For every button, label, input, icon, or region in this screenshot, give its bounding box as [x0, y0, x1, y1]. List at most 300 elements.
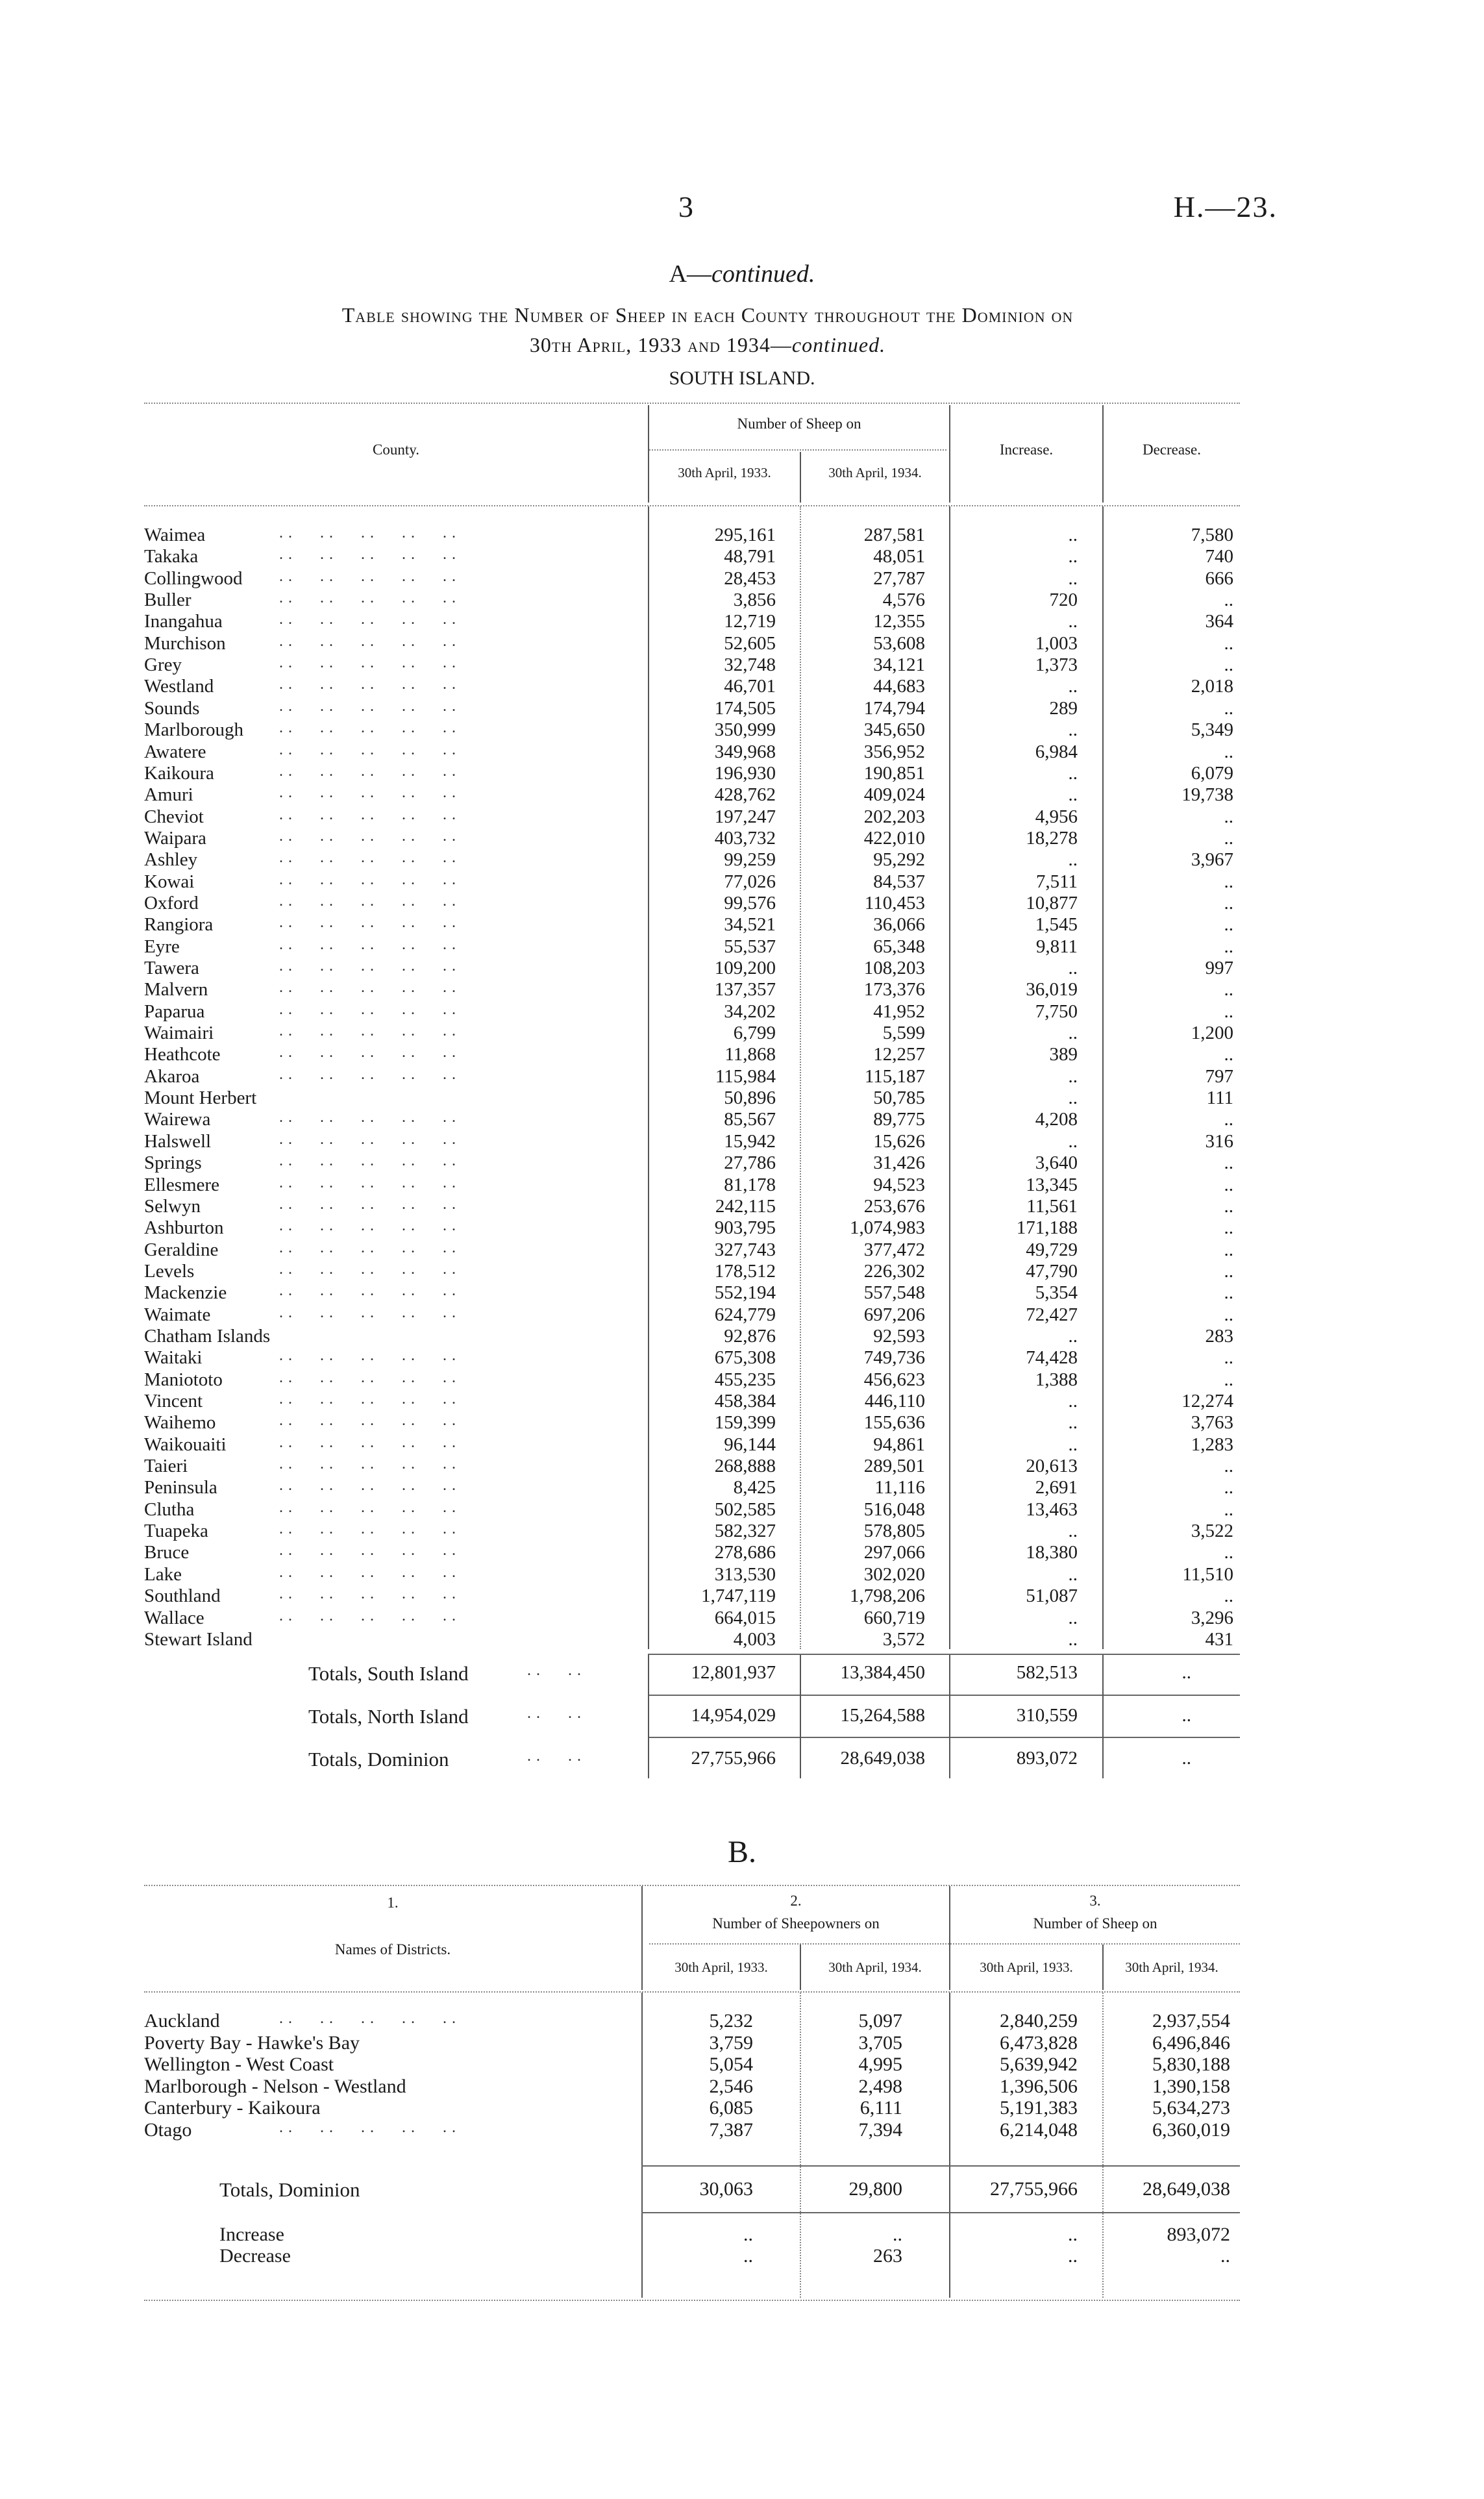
- owners-1933: 2,546: [709, 2075, 753, 2097]
- county-name: Waikouaiti: [144, 1434, 227, 1455]
- decrease-value: ..: [1224, 1174, 1233, 1195]
- sheep-1934: 4,576: [882, 590, 925, 611]
- decrease-value: 5,349: [1191, 719, 1233, 741]
- decrease-value: ..: [1224, 590, 1233, 611]
- county-name: Bruce: [144, 1542, 190, 1563]
- decrease-value: 316: [1205, 1130, 1233, 1152]
- increase-value: 389: [1049, 1044, 1078, 1065]
- decrease-value: ..: [1224, 1347, 1233, 1369]
- owners-1933: 30,063: [699, 2178, 753, 2200]
- decrease-value: ..: [1224, 1152, 1233, 1174]
- sheep-1934: 202,203: [863, 806, 925, 827]
- sheep-1933: 1,396,506: [1000, 2075, 1078, 2097]
- decrease-value: 12,274: [1181, 1391, 1233, 1411]
- increase-value: 18,278: [1026, 827, 1078, 849]
- leader-dots: . . . . . . . . . .: [279, 1563, 456, 1581]
- leader-dots: . . . . . . . . . .: [279, 1130, 456, 1148]
- county-name: Tawera: [144, 958, 199, 978]
- leader-dots: . . . . . . . . . .: [279, 1369, 456, 1386]
- sheep-1933: 6,473,828: [1000, 2032, 1078, 2054]
- increase-value: 10,877: [1026, 892, 1078, 914]
- county-name: Wairewa: [144, 1109, 211, 1130]
- county-name: Cheviot: [144, 806, 204, 827]
- sheep-1934: 1,390,158: [1152, 2075, 1230, 2097]
- leader-dots: . . . . . . . . . .: [279, 546, 456, 564]
- leader-dots: . . . . . . . . . .: [279, 892, 456, 910]
- leader-dots: . . . . . . . . . .: [279, 806, 456, 823]
- district-name: Marlborough - Nelson - Westland: [144, 2075, 406, 2097]
- leader-dots: . . . . . . . . . .: [279, 979, 456, 997]
- district-name: Otago: [144, 2119, 192, 2141]
- sheep-1933: 624,779: [714, 1304, 776, 1325]
- increase-value: 7,511: [1035, 871, 1078, 892]
- county-name: Geraldine: [144, 1239, 219, 1260]
- increase-value: ..: [1068, 1628, 1078, 1650]
- increase-value: 51,087: [1026, 1585, 1078, 1607]
- sheep-1933: 403,732: [714, 827, 776, 849]
- district-name: Poverty Bay - Hawke's Bay: [144, 2032, 360, 2054]
- county-name: Wallace: [144, 1607, 204, 1628]
- leader-dots: . . . .: [527, 1705, 582, 1722]
- increase-value: ..: [1068, 1023, 1078, 1044]
- leader-dots: . . . . . . . . . .: [279, 1109, 456, 1126]
- leader-dots: . . . . . . . . . .: [279, 784, 456, 802]
- increase-value: ..: [1068, 1391, 1078, 1411]
- sheep-1934: 1,074,983: [850, 1217, 925, 1239]
- sheep-1934: 34,121: [873, 654, 925, 676]
- section-heading: SOUTH ISLAND.: [669, 367, 815, 389]
- sheep-1934: 44,683: [873, 676, 925, 697]
- increase-value: ..: [1068, 1088, 1078, 1109]
- decrease-value: ..: [1224, 1542, 1233, 1563]
- county-name: Ashburton: [144, 1217, 224, 1239]
- leader-dots: . . . . . . . . . .: [279, 567, 456, 585]
- sheep-1934: 6,360,019: [1152, 2119, 1230, 2141]
- increase-value: 72,427: [1026, 1304, 1078, 1325]
- increase-value: 6,984: [1035, 741, 1078, 762]
- leader-dots: . . . . . . . . . .: [279, 1607, 456, 1624]
- increase-value: 36,019: [1026, 979, 1078, 1001]
- leader-dots: . . . . . . . . . .: [279, 1434, 456, 1451]
- decrease-value: 3,522: [1191, 1521, 1233, 1542]
- decrease-value: ..: [1224, 632, 1233, 654]
- owners-1934: 29,800: [848, 2178, 902, 2200]
- sheep-1934: 749,736: [863, 1347, 925, 1369]
- leader-dots: . . . . . . . . . .: [279, 1477, 456, 1495]
- sheep-1934: 53,608: [873, 632, 925, 654]
- leader-dots: . . . . . . . . . .: [279, 2119, 456, 2136]
- decrease-value: ..: [1224, 697, 1233, 719]
- increase-value: 11,561: [1026, 1195, 1078, 1217]
- increase-value: ..: [1068, 1434, 1078, 1455]
- sheep-1934: 48,051: [873, 546, 925, 567]
- county-name: Inangahua: [144, 611, 223, 632]
- increase-value: 1,003: [1035, 632, 1078, 654]
- leader-dots: . . . . . . . . . .: [279, 697, 456, 715]
- leader-dots: . . . . . . . . . .: [279, 827, 456, 845]
- section-b-heading: B.: [727, 1835, 756, 1869]
- sheep-1934: 155,636: [863, 1412, 925, 1434]
- owners-1934: 3,705: [858, 2032, 902, 2054]
- sheep-1933: 295,161: [714, 525, 776, 545]
- increase-value: ..: [1068, 719, 1078, 741]
- decrease-value: ..: [1224, 1109, 1233, 1130]
- county-name: Grey: [144, 654, 182, 676]
- leader-dots: . . . . . . . . . .: [279, 590, 456, 607]
- header-sheepowners: Number of Sheepowners on: [712, 1915, 880, 1932]
- county-name: Paparua: [144, 1001, 205, 1022]
- increase-value: ..: [1068, 1065, 1078, 1087]
- sheep-1933: ..: [1068, 2224, 1078, 2245]
- decrease-value: ..: [1224, 1369, 1233, 1390]
- leader-dots: . . . . . . . . . .: [279, 525, 456, 541]
- sheep-1933: 109,200: [714, 958, 776, 978]
- leader-dots: . . . . . . . . . .: [279, 1282, 456, 1300]
- decrease-value: ..: [1224, 1477, 1233, 1498]
- sheep-1934: 297,066: [863, 1542, 925, 1563]
- sheep-1933: 48,791: [724, 546, 776, 567]
- county-name: Amuri: [144, 784, 193, 806]
- increase-value: ..: [1068, 611, 1078, 632]
- decrease-value: 1,283: [1191, 1434, 1233, 1455]
- decrease-value: 2,018: [1191, 676, 1233, 697]
- sheep-1933: 268,888: [714, 1456, 776, 1477]
- increase-value: 13,345: [1026, 1174, 1078, 1195]
- increase-value: ..: [1068, 546, 1078, 567]
- subtitle: A—continued.: [669, 260, 815, 288]
- leader-dots: . . . . . . . . . .: [279, 1044, 456, 1062]
- increase-value: 74,428: [1026, 1347, 1078, 1369]
- sheep-1934: 5,634,273: [1152, 2097, 1230, 2119]
- leader-dots: . . . . . . . . . .: [279, 1585, 456, 1603]
- sheep-1934: 28,649,038: [1143, 2178, 1230, 2200]
- sheep-1934: 5,599: [882, 1023, 925, 1044]
- owners-1933: 6,085: [709, 2097, 753, 2119]
- increase-value: ..: [1068, 1607, 1078, 1628]
- sheep-1934: 13,384,450: [840, 1662, 925, 1683]
- leader-dots: . . . . . . . . . .: [279, 1456, 456, 1473]
- decrease-value: ..: [1181, 1705, 1191, 1726]
- sheep-1934: 94,861: [873, 1434, 925, 1455]
- sheep-1934: 115,187: [864, 1065, 925, 1087]
- leader-dots: . . . . . . . . . .: [279, 849, 456, 867]
- leader-dots: . . . . . . . . . .: [279, 1174, 456, 1191]
- sheep-1934: 697,206: [863, 1304, 925, 1325]
- county-name: Lake: [144, 1563, 182, 1585]
- header-col3-num: 3.: [1089, 1893, 1101, 1909]
- decrease-value: ..: [1224, 806, 1233, 827]
- decrease-value: ..: [1224, 1044, 1233, 1065]
- sheep-1933: 278,686: [714, 1542, 776, 1563]
- header-increase: Increase.: [999, 441, 1054, 458]
- county-name: Ellesmere: [144, 1174, 219, 1195]
- sheep-1933: 96,144: [724, 1434, 776, 1455]
- sheep-1934: 302,020: [863, 1563, 925, 1585]
- decrease-value: ..: [1224, 1239, 1233, 1260]
- leader-dots: . . . . . . . . . .: [279, 1023, 456, 1040]
- increase-value: 7,750: [1035, 1001, 1078, 1022]
- sheep-1934: 50,785: [873, 1088, 925, 1109]
- sheep-1933: 6,799: [733, 1023, 776, 1044]
- decrease-value: 7,580: [1191, 525, 1233, 545]
- totals-label: Totals, Dominion: [308, 1748, 449, 1771]
- sheep-1933: 34,521: [724, 914, 776, 936]
- increase-value: ..: [1068, 1563, 1078, 1585]
- header-sheep-1934: 30th April, 1934.: [1125, 1959, 1218, 1975]
- leader-dots: . . . . . . . . . .: [279, 1347, 456, 1365]
- leader-dots: . . . . . . . . . .: [279, 1498, 456, 1516]
- decrease-value: 283: [1205, 1325, 1233, 1347]
- owners-1933: ..: [743, 2245, 753, 2267]
- leader-dots: . . . . . . . . . .: [279, 654, 456, 672]
- increase-value: 1,545: [1035, 914, 1078, 936]
- county-name: Rangiora: [144, 914, 214, 936]
- decrease-value: 797: [1205, 1065, 1233, 1087]
- increase-value: ..: [1068, 1412, 1078, 1434]
- increase-value: 582,513: [1016, 1662, 1078, 1683]
- sheep-1933: 313,530: [714, 1563, 776, 1585]
- increase-value: 310,559: [1016, 1705, 1078, 1726]
- county-name: Collingwood: [144, 567, 243, 589]
- county-name: Mount Herbert: [144, 1088, 257, 1109]
- county-name: Clutha: [144, 1498, 195, 1520]
- sheep-1933: ..: [1068, 2245, 1078, 2267]
- sheep-1934: 84,537: [873, 871, 925, 892]
- decrease-value: 111: [1206, 1088, 1233, 1109]
- owners-1934: 263: [873, 2245, 902, 2267]
- page-number: 3: [678, 190, 693, 223]
- increase-value: 289: [1049, 697, 1078, 719]
- owners-1933: 5,054: [709, 2054, 753, 2075]
- sheep-1934: 31,426: [873, 1152, 925, 1174]
- sheep-1934: 92,593: [873, 1325, 925, 1347]
- sheep-1933: 115,984: [715, 1065, 776, 1087]
- sheep-1934: 422,010: [863, 827, 925, 849]
- increase-value: 1,373: [1035, 654, 1078, 676]
- leader-dots: . . . . . . . . . .: [279, 1239, 456, 1256]
- county-name: Malvern: [144, 979, 208, 1001]
- decrease-value: ..: [1224, 654, 1233, 676]
- sheep-1933: 55,537: [724, 936, 776, 957]
- sheep-1934: 6,496,846: [1152, 2032, 1230, 2054]
- increase-value: 720: [1049, 590, 1078, 611]
- sheep-1933: 196,930: [714, 762, 776, 784]
- leader-dots: . . . . . . . . . .: [279, 719, 456, 737]
- county-name: Selwyn: [144, 1195, 201, 1217]
- decrease-value: 11,510: [1182, 1563, 1233, 1585]
- sheep-1933: 92,876: [724, 1325, 776, 1347]
- county-name: Taieri: [144, 1456, 188, 1477]
- county-name: Marlborough: [144, 719, 244, 741]
- leader-dots: . . . . . . . . . .: [279, 632, 456, 650]
- header-number-of-sheep: Number of Sheep on: [737, 416, 861, 432]
- sheep-1933: 5,191,383: [1000, 2097, 1078, 2119]
- increase-value: 5,354: [1035, 1282, 1078, 1304]
- county-name: Tuapeka: [144, 1521, 208, 1542]
- county-name: Waihemo: [144, 1412, 216, 1434]
- county-name: Kowai: [144, 871, 195, 892]
- leader-dots: . . . . . . . . . .: [279, 1304, 456, 1321]
- sheep-1934: 27,787: [873, 567, 925, 589]
- county-name: Mackenzie: [144, 1282, 227, 1304]
- county-name: Waimate: [144, 1304, 211, 1325]
- owners-1933: 5,232: [709, 2010, 753, 2032]
- county-name: Takaka: [144, 546, 199, 567]
- totals-label: Totals, South Island: [308, 1662, 469, 1685]
- increase-value: 2,691: [1035, 1477, 1078, 1498]
- owners-1934: 5,097: [858, 2010, 902, 2032]
- sheep-1933: 197,247: [714, 806, 776, 827]
- owners-1934: 4,995: [858, 2054, 902, 2075]
- sheep-1933: 174,505: [714, 697, 776, 719]
- leader-dots: . . . . . . . . . .: [279, 1065, 456, 1083]
- leader-dots: . . . . . . . . . .: [279, 1001, 456, 1018]
- header-col1-num: 1.: [387, 1895, 399, 1911]
- leader-dots: . . . . . . . . . .: [279, 871, 456, 888]
- table-title: Table showing the Number of Sheep in each County throughout the Dominion on 30th April, 1933 and 1934—continued.: [341, 303, 1074, 356]
- leader-dots: . . . . . . . . . .: [279, 611, 456, 628]
- sheep-1933: 327,743: [714, 1239, 776, 1260]
- leader-dots: . . . . . . . . . .: [279, 936, 456, 953]
- decrease-value: ..: [1224, 1217, 1233, 1239]
- increase-value: ..: [1068, 849, 1078, 871]
- sheep-1933: 12,719: [724, 611, 776, 632]
- sheep-1933: 137,357: [714, 979, 776, 1001]
- county-name: Heathcote: [144, 1044, 221, 1065]
- decrease-value: ..: [1224, 892, 1233, 914]
- sheep-1934: 289,501: [863, 1456, 925, 1477]
- sheep-1934: 15,626: [873, 1130, 925, 1152]
- county-name: Ashley: [144, 849, 198, 871]
- decrease-value: ..: [1224, 1001, 1233, 1022]
- sheep-1934: 446,110: [864, 1391, 925, 1411]
- sheep-1934: 287,581: [863, 525, 925, 545]
- sheep-1933: 14,954,029: [691, 1705, 776, 1726]
- sheep-1933: 34,202: [724, 1001, 776, 1022]
- county-name: Oxford: [144, 892, 199, 914]
- header-col2-num: 2.: [790, 1893, 802, 1909]
- county-name: Murchison: [144, 632, 226, 654]
- county-name: Waitaki: [144, 1347, 203, 1369]
- increase-value: ..: [1068, 784, 1078, 806]
- owners-1933: ..: [743, 2224, 753, 2245]
- sheep-1933: 1,747,119: [701, 1585, 776, 1607]
- sheep-1933: 81,178: [724, 1174, 776, 1195]
- sheep-1934: 12,355: [873, 611, 925, 632]
- sheep-1933: 52,605: [724, 632, 776, 654]
- sheep-1933: 27,755,966: [990, 2178, 1078, 2200]
- leader-dots: . . . . . . . . . .: [279, 1521, 456, 1538]
- increase-value: 18,380: [1026, 1542, 1078, 1563]
- owners-1934: 6,111: [859, 2097, 902, 2119]
- decrease-value: 666: [1205, 567, 1233, 589]
- sheep-1934: 36,066: [873, 914, 925, 936]
- county-name: Peninsula: [144, 1477, 217, 1498]
- leader-dots: . . . . . . . . . .: [279, 914, 456, 932]
- decrease-value: 364: [1205, 611, 1233, 632]
- sheep-1933: 8,425: [733, 1477, 776, 1498]
- increase-value: ..: [1068, 1130, 1078, 1152]
- decrease-value: ..: [1224, 936, 1233, 957]
- sheep-1934: 174,794: [863, 697, 925, 719]
- header-sheep-1933: 30th April, 1933.: [980, 1959, 1073, 1975]
- sheep-1934: 89,775: [873, 1109, 925, 1130]
- header-county: County.: [373, 441, 419, 458]
- sheep-1934: 12,257: [873, 1044, 925, 1065]
- sheep-1933: 502,585: [714, 1498, 776, 1520]
- leader-dots: . . . . . . . . . .: [279, 1391, 456, 1408]
- county-name: Eyre: [144, 936, 180, 957]
- leader-dots: . . . .: [527, 1662, 582, 1679]
- sheep-1933: 28,453: [724, 567, 776, 589]
- sheep-1933: 11,868: [724, 1044, 776, 1065]
- sheep-1934: 377,472: [863, 1239, 925, 1260]
- sheep-1933: 582,327: [714, 1521, 776, 1542]
- increase-value: ..: [1068, 1521, 1078, 1542]
- sheep-1933: 2,840,259: [1000, 2010, 1078, 2032]
- sheep-1933: 350,999: [714, 719, 776, 741]
- sheep-1933: 159,399: [714, 1412, 776, 1434]
- decrease-value: ..: [1224, 1282, 1233, 1304]
- sheep-1934: 190,851: [863, 762, 925, 784]
- sheep-1934: 3,572: [882, 1628, 925, 1650]
- county-name: Awatere: [144, 741, 206, 762]
- sheep-1934: 226,302: [863, 1260, 925, 1282]
- county-name: Springs: [144, 1152, 202, 1174]
- county-name: Waipara: [144, 827, 206, 849]
- sheep-1933: 32,748: [724, 654, 776, 676]
- sheep-1933: 675,308: [714, 1347, 776, 1369]
- owners-1934: 2,498: [858, 2075, 902, 2097]
- leader-dots: . . . . . . . . . .: [279, 1542, 456, 1560]
- sheep-1934: 893,072: [1167, 2224, 1230, 2245]
- sheep-1934: 95,292: [873, 849, 925, 871]
- sheep-1933: 5,639,942: [1000, 2054, 1078, 2075]
- leader-dots: . . . . . . . . . .: [279, 1195, 456, 1213]
- increase-value: ..: [1068, 567, 1078, 589]
- increase-value: 3,640: [1035, 1152, 1078, 1174]
- sheep-1933: 458,384: [714, 1391, 776, 1411]
- increase-value: 4,956: [1035, 806, 1078, 827]
- decrease-value: 3,296: [1191, 1607, 1233, 1628]
- sheep-1934: 356,952: [863, 741, 925, 762]
- sheep-1933: 903,795: [714, 1217, 776, 1239]
- increase-value: ..: [1068, 762, 1078, 784]
- decrease-value: ..: [1181, 1662, 1191, 1683]
- sheep-1933: 4,003: [733, 1628, 776, 1650]
- county-name: Waimea: [144, 525, 206, 545]
- increase-value: 9,811: [1035, 936, 1078, 957]
- decrease-value: ..: [1224, 871, 1233, 892]
- decrease-value: 431: [1205, 1628, 1233, 1650]
- decrease-value: 3,763: [1191, 1412, 1233, 1434]
- sheep-1934: 578,805: [863, 1521, 925, 1542]
- increase-value: 4,208: [1035, 1109, 1078, 1130]
- county-name: Buller: [144, 590, 192, 611]
- header-1933: 30th April, 1933.: [678, 465, 771, 480]
- sheep-1934: 41,952: [873, 1001, 925, 1022]
- leader-dots: . . . . . . . . . .: [279, 741, 456, 758]
- sheep-1933: 6,214,048: [1000, 2119, 1078, 2141]
- increase-value: 13,463: [1026, 1498, 1078, 1520]
- sheep-1933: 15,942: [724, 1130, 776, 1152]
- increase-value: 1,388: [1035, 1369, 1078, 1390]
- header-decrease: Decrease.: [1142, 441, 1201, 458]
- increase-value: 893,072: [1016, 1748, 1078, 1769]
- sheep-1933: 27,755,966: [691, 1748, 776, 1769]
- leader-dots: . . . .: [527, 1748, 582, 1765]
- sheep-1933: 99,576: [724, 892, 776, 914]
